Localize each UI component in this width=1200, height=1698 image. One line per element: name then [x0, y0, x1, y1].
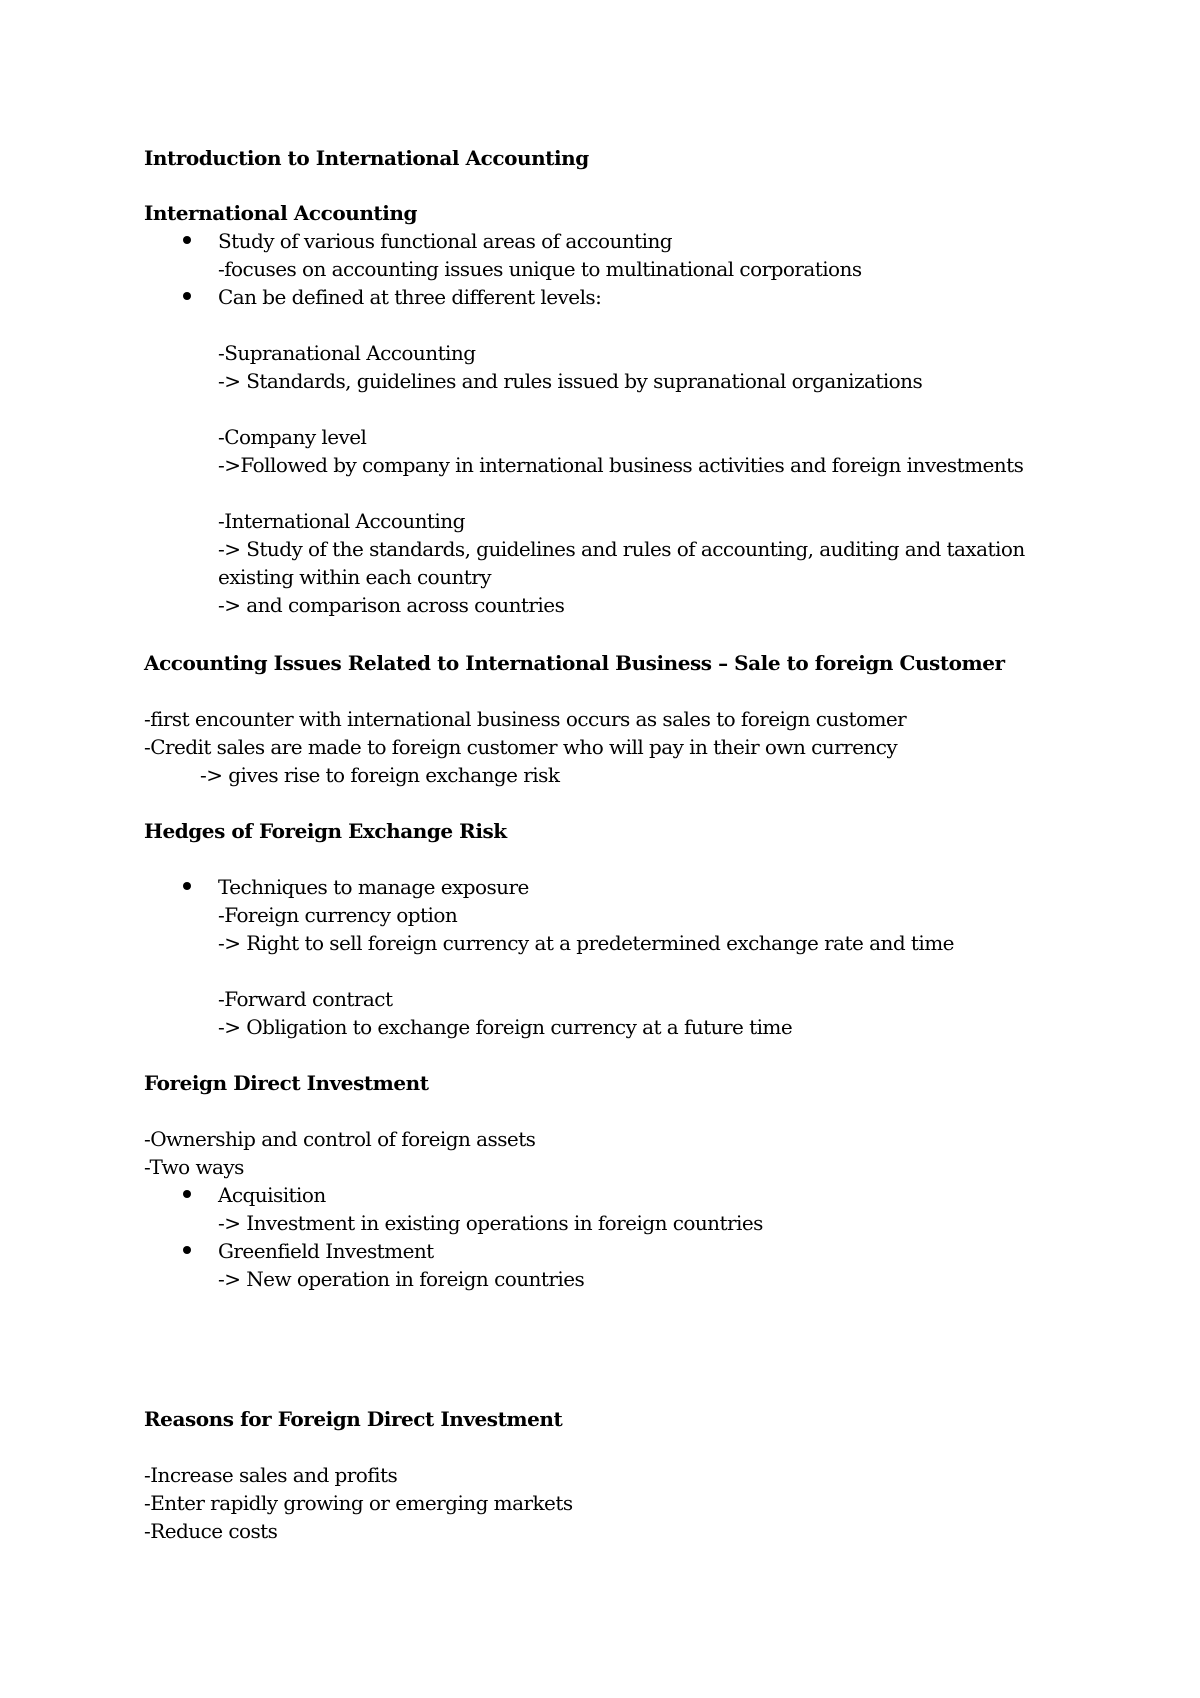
paragraph-line: -first encounter with international business occurs as sales to foreign customer [144, 707, 907, 731]
list-item: Can be defined at three different levels: [218, 285, 602, 309]
heading-international-accounting: International Accounting [144, 201, 417, 225]
heading-reasons-fdi: Reasons for Foreign Direct Investment [144, 1407, 563, 1431]
list-item-detail: -> New operation in foreign countries [218, 1267, 585, 1291]
list-item-detail: -Foreign currency option [218, 903, 458, 927]
paragraph-line: -Ownership and control of foreign assets [144, 1127, 536, 1151]
bullet-icon [183, 236, 191, 244]
level-description: existing within each country [218, 565, 492, 589]
list-item-detail: -Forward contract [218, 987, 393, 1011]
paragraph-line: -Enter rapidly growing or emerging markets [144, 1491, 573, 1515]
heading-hedges: Hedges of Foreign Exchange Risk [144, 819, 507, 843]
paragraph-line: -Increase sales and profits [144, 1463, 398, 1487]
list-item: Acquisition [218, 1183, 326, 1207]
list-item: Techniques to manage exposure [218, 875, 529, 899]
paragraph-line: -> gives rise to foreign exchange risk [200, 763, 560, 787]
bullet-icon [183, 882, 191, 890]
level-description: -> and comparison across countries [218, 593, 565, 617]
level-description: ->Followed by company in international business activities and foreign investments [218, 453, 1024, 477]
page-title: Introduction to International Accounting [144, 146, 589, 170]
level-title: -Company level [218, 425, 367, 449]
list-item-detail: -> Obligation to exchange foreign currency at a future time [218, 1015, 793, 1039]
list-item: Study of various functional areas of accounting [218, 229, 673, 253]
level-description: -> Study of the standards, guidelines and rules of accounting, auditing and taxation [218, 537, 1025, 561]
bullet-icon [183, 292, 191, 300]
paragraph-line: -Two ways [144, 1155, 244, 1179]
list-item-detail: -> Investment in existing operations in foreign countries [218, 1211, 763, 1235]
list-item-detail: -focuses on accounting issues unique to multinational corporations [218, 257, 862, 281]
heading-accounting-issues: Accounting Issues Related to International Business – Sale to foreign Customer [144, 651, 1005, 675]
bullet-icon [183, 1190, 191, 1198]
level-title: -Supranational Accounting [218, 341, 476, 365]
list-item-detail: -> Right to sell foreign currency at a predetermined exchange rate and time [218, 931, 954, 955]
list-item: Greenfield Investment [218, 1239, 434, 1263]
paragraph-line: -Credit sales are made to foreign customer who will pay in their own currency [144, 735, 898, 759]
heading-foreign-direct-investment: Foreign Direct Investment [144, 1071, 429, 1095]
bullet-icon [183, 1246, 191, 1254]
level-title: -International Accounting [218, 509, 465, 533]
paragraph-line: -Reduce costs [144, 1519, 278, 1543]
level-description: -> Standards, guidelines and rules issued by supranational organizations [218, 369, 923, 393]
